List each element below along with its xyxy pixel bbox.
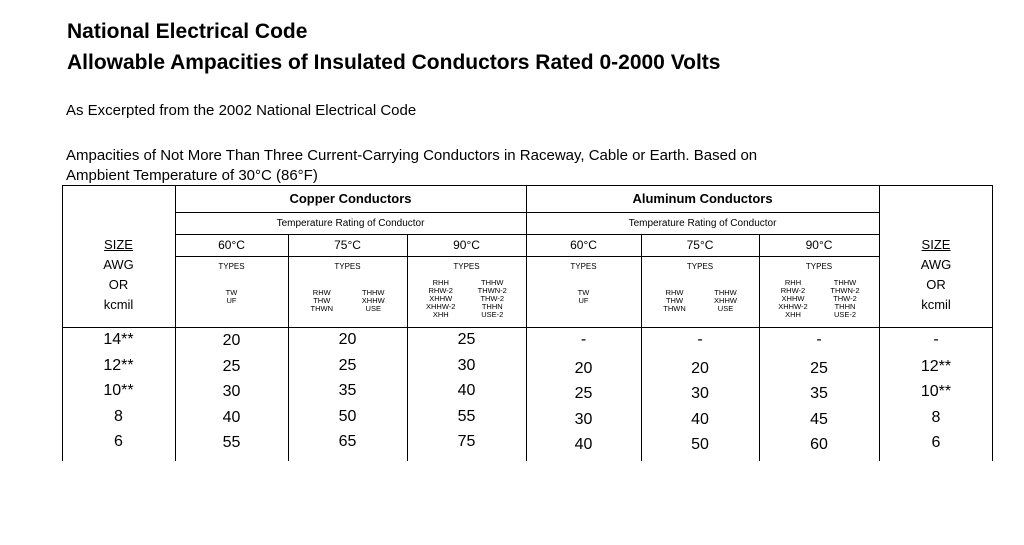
table-rule-group (175, 212, 879, 213)
size-header-right-3: kcmil (921, 297, 951, 312)
row-size-right: 10** (920, 383, 952, 400)
size-header-left-3: kcmil (103, 297, 134, 312)
rating-label-0: Temperature Rating of Conductor (276, 218, 425, 229)
type-code: THW (313, 296, 331, 305)
type-code: THW-2 (480, 294, 505, 303)
type-code: RHW-2 (428, 286, 453, 295)
row-size-left: 14** (103, 331, 134, 348)
aluminum-ampacity-cell: 40 (574, 436, 593, 453)
type-code: XHHW (781, 294, 805, 303)
copper-ampacity-cell: 30 (222, 383, 241, 400)
type-code: THW (665, 296, 684, 305)
copper-ampacity-cell: 50 (338, 408, 357, 425)
copper-ampacity-cell: 55 (222, 434, 241, 451)
aluminum-ampacity-cell: - (697, 331, 703, 348)
excerpt-note: As Excerpted from the 2002 National Electrical Code (66, 102, 417, 119)
aluminum-ampacity-cell: 30 (574, 411, 593, 428)
type-code: XHHW (361, 296, 385, 305)
type-code: XHHW-2 (778, 302, 808, 311)
type-code: RHW (665, 288, 684, 297)
copper-ampacity-cell: 20 (338, 331, 357, 348)
type-code: RHW (312, 288, 331, 297)
aluminum-ampacity-cell: 20 (691, 360, 709, 377)
type-code: USE (365, 304, 381, 313)
size-header-right-0: SIZE (921, 237, 951, 252)
type-code: XHHW (429, 294, 453, 303)
size-header-right-1: AWG (920, 257, 952, 272)
row-size-right: 6 (931, 434, 941, 451)
type-code: RHW-2 (780, 286, 806, 295)
types-label-1-2: TYPES (805, 262, 833, 271)
size-header-left-1: AWG (103, 257, 134, 272)
temp-header-1-2: 90°C (805, 238, 833, 252)
type-code: THWN (663, 304, 686, 313)
type-code: XHH (432, 310, 449, 319)
group-title-1: Aluminum Conductors (632, 191, 773, 206)
types-label-1-0: TYPES (570, 262, 597, 271)
type-code: XHH (785, 310, 801, 319)
type-code: THWN (310, 304, 333, 313)
type-code: THWN-2 (477, 286, 507, 295)
aluminum-ampacity-cell: 45 (810, 411, 828, 428)
aluminum-ampacity-cell: - (580, 331, 587, 348)
aluminum-ampacity-cell: 20 (574, 360, 593, 377)
temp-header-1-1: 75°C (686, 238, 714, 252)
aluminum-ampacity-cell: 25 (574, 385, 593, 402)
page-subtitle: Allowable Ampacities of Insulated Conductors Rated 0-2000 Volts (67, 51, 721, 74)
type-code: XHHW (714, 296, 737, 305)
type-code: USE-2 (833, 310, 857, 319)
size-header-left-2: OR (108, 277, 129, 292)
temp-header-0-0: 60°C (218, 238, 245, 252)
row-size-right: 12** (920, 358, 952, 375)
row-size-left: 6 (114, 433, 123, 450)
row-size-right: - (933, 331, 939, 348)
type-code: TW (225, 288, 238, 297)
copper-ampacity-cell: 75 (457, 433, 476, 450)
table-rule-header-end (62, 327, 993, 328)
rating-label-1: Temperature Rating of Conductor (628, 218, 777, 229)
aluminum-ampacity-cell: 50 (691, 436, 709, 453)
type-code: THWN-2 (830, 286, 860, 295)
copper-ampacity-cell: 25 (338, 357, 357, 374)
type-code: THHW (714, 288, 737, 297)
type-code: USE (717, 304, 734, 313)
type-code: THHW (362, 288, 385, 297)
table-rule-temp (175, 256, 879, 257)
types-label-0-0: TYPES (218, 262, 245, 271)
types-label-0-1: TYPES (334, 262, 361, 271)
type-code: RHH (432, 278, 449, 287)
types-label-0-2: TYPES (453, 262, 480, 271)
aluminum-ampacity-cell: 40 (691, 411, 709, 428)
row-size-left: 10** (103, 382, 134, 399)
type-code: UF (578, 296, 589, 305)
table-rule-rating (175, 234, 879, 235)
copper-ampacity-cell: 25 (457, 331, 476, 348)
temp-header-0-1: 75°C (334, 238, 361, 252)
aluminum-ampacity-cell: 30 (691, 385, 709, 402)
type-code: TW (577, 288, 590, 297)
aluminum-ampacity-cell: 25 (810, 360, 828, 377)
type-code: THW-2 (833, 294, 857, 303)
row-size-left: 12** (103, 357, 134, 374)
row-size-right: 8 (931, 409, 941, 426)
ampacity-table (62, 185, 993, 461)
size-header-left-0: SIZE (104, 237, 133, 252)
row-size-left: 8 (114, 408, 123, 425)
page-title: National Electrical Code (67, 20, 308, 43)
type-code: THHW (481, 278, 504, 287)
temp-header-0-2: 90°C (453, 238, 480, 252)
copper-ampacity-cell: 35 (338, 382, 357, 399)
copper-ampacity-cell: 30 (457, 357, 476, 374)
type-code: THHN (481, 302, 503, 311)
type-code: THHW (833, 278, 857, 287)
type-code: RHH (784, 278, 802, 287)
copper-ampacity-cell: 40 (222, 409, 241, 426)
group-title-0: Copper Conductors (289, 191, 412, 206)
table-description-line2: Ampbient Temperature of 30°C (86°F) (66, 167, 318, 184)
temp-header-1-0: 60°C (570, 238, 597, 252)
type-code: USE-2 (481, 310, 504, 319)
type-code: XHHW-2 (426, 302, 456, 311)
copper-ampacity-cell: 40 (457, 382, 476, 399)
copper-ampacity-cell: 25 (222, 358, 241, 375)
copper-ampacity-cell: 20 (222, 332, 241, 349)
aluminum-ampacity-cell: 60 (810, 436, 828, 453)
table-border-top (62, 185, 993, 186)
size-header-right-2: OR (926, 277, 946, 292)
type-code: THHN (834, 302, 856, 311)
copper-ampacity-cell: 65 (338, 433, 357, 450)
aluminum-ampacity-cell: - (816, 331, 822, 348)
table-description-line1: Ampacities of Not More Than Three Current-Carrying Conductors in Raceway, Cable or Earth. Based on (66, 147, 758, 164)
types-label-1-1: TYPES (686, 262, 714, 271)
type-code: UF (226, 296, 237, 305)
aluminum-ampacity-cell: 35 (810, 385, 828, 402)
copper-ampacity-cell: 55 (457, 408, 476, 425)
